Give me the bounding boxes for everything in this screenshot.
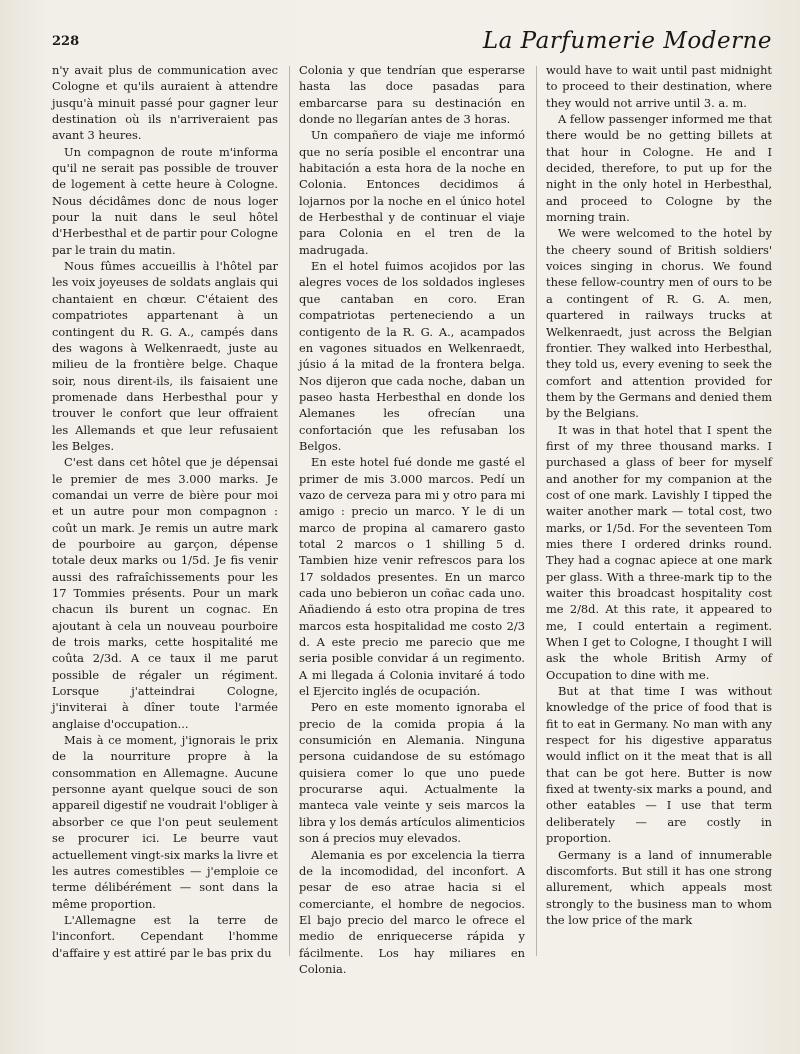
french-paragraph-5: Mais à ce moment, j'ignorais le prix de la nourriture propre à la consommation en Allemagne. Aucune personne ayant quelque souci de son appareil digestif ne voudrait l'obliger à absorber ce que l'on peut seulement se procurer ici. Le beurre vaut actuellement vingt-six marks la livre et les autres comestibles — j'emploie ce terme délibérément — sont dans la même proportion. [52,733,278,911]
english-column [546,62,772,928]
french-paragraph-3: Nous fûmes accueillis à l'hôtel par les voix joyeuses de soldats anglais qui chantaient en chœur. C'étaient des compatriotes appartenant à un contingent du R. G. A., campés dans des wagons à Welkenraedt, juste au milieu de la frontière belge. Chaque soir, nous dirent-ils, ils faisaient une promenade dans Herbesthal pour y trouver le confort que leur offraient les Allemands et que leur refusaient les Belges. [52,259,278,453]
english-paragraph-3: We were welcomed to the hotel by the cheery sound of British soldiers' voices singing in chorus. We found these fellow-country men of ours to be a contingent of R. G. A. men, quartered in railways trucks at Welkenraedt, just across the Belgian frontier. They walked into Herbesthal, they told us, every evening to seek the comfort and attention provided for them by the Germans and denied them by the Belgians. [546,226,772,421]
french-paragraph-2: Un compagnon de route m'informa qu'il ne serait pas possible de trouver de logement à cette heure à Cologne. Nous décidâmes donc de nous loger pour la nuit dans le seul hôtel d'Herbesthal et de partir pour Cologne par le train du matin. [52,144,278,257]
page-header [52,30,772,58]
spanish-paragraph-6: Alemania es por excelencia la tierra de la incomodidad, del inconfort. A pesar de eso atrae hacia si el comerciante, el hombre de negocios. El bajo precio del marco le ofrece el medio de enriquecerse rápida y fácilmente. Los hay miliares en Colonia. [299,847,525,976]
french-paragraph-4: C'est dans cet hôtel que je dépensai le premier de mes 3.000 marks. Je comandai un verre de bière pour moi et un autre pour mon compagnon : coût un mark. Je remis un autre mark de pourboire au garçon, dépense totale deux marks ou 1/5d. Je fis venir aussi des rafraîchissements pour les 17 Tommies présents. Pour un mark chacun ils burent un cognac. En ajoutant à cela un nouveau pourboire de trois marks, cette hospitalité me coûta 2/3d. A ce taux il me parut possible de régaler un régiment. Lorsque j'atteindrai Cologne, j'inviterai à dîner toute l'armée anglaise d'occupation... [52,455,278,731]
french-paragraph-6: L'Allemagne est la terre de l'inconfort. Cependant l'homme d'affaire y est attiré par le bas prix du [52,912,278,960]
spanish-column [299,62,525,977]
spanish-paragraph-3: En el hotel fuimos acojidos por las alegres voces de los soldados ingleses que cantaban en coro. Eran compatriotas perteneciendo a un contigento de la R. G. A., acampados en vagones situados en Welkenraedt, júsio á la mitad de la frontera belga. Nos dijeron que cada noche, daban un paseo hasta Herbesthal en donde los Alemanes les ofrecían una confortación que les refusaban los Belgos. [299,259,525,453]
spanish-paragraph-1: Colonia y que tendrían que esperarse hasta las doce pasadas para embarcarse para su destinación en donde no llegarían antes de 3 horas. [299,63,525,127]
column-divider [289,66,290,956]
text-columns [52,62,777,976]
spanish-paragraph-4: En este hotel fué donde me gasté el primer de mis 3.000 marcos. Pedí un vazo de cerveza para mi y otro para mi amigo : precio un marco. Y le di un marco de propina al camarero gasto total 2 marcos o 1 shilling 5 d. Tambien hize venir refrescos para los 17 soldados presentes. En un marco cada uno bebieron un coñac cada uno. Añadiendo á esto otra propina de tres marcos esta hospitalidad me costo 2/3 d. A este precio me parecio que me seria posible convidar á un regimento. A mi llegada á Colonia invitaré á todo el Ejercito inglés de ocupación. [299,455,525,699]
page-number: 228 [52,34,80,49]
french-column [52,62,278,961]
english-paragraph-4: It was in that hotel that I spent the first of my three thousand marks. I purchased a glass of beer for myself and another for my companion at the cost of one mark. Lavishly I tipped the waiter another mark — total cost, two marks, or 1/5d. For the seventeen Tom mies there I ordered drinks round. They had a cognac apiece at one mark per glass. With a three-mark tip to the waiter this broadcast hospitality cost me 2/8d. At this rate, it appeared to me, I could entertain a regiment. When I get to Cologne, I thought I will ask the whole British Army of Occupation to dine with me. [546,422,772,682]
spanish-paragraph-5: Pero en este momento ignoraba el precio de la comida propia á la consumición en Alemania. Ninguna persona cuidandose de su estómago quisiera comer lo que uno puede procurarse aqui. Actualmente la manteca vale veinte y seis marcos la libra y los demás artículos alimenticios son á precios muy elevados. [299,700,525,846]
spanish-paragraph-2: Un compañero de viaje me informó que no sería posible el encontrar una habitación a esta hora de la noche en Colonia. Entonces decidimos á lojarnos por la noche en el único hotel de Herbesthal y de continuar el viaje para Colonia en el tren de la madrugada. [299,128,525,257]
english-paragraph-2: A fellow passenger informed me that there would be no getting billets at that hour in Cologne. He and I decided, therefore, to put up for the night in the only hotel in Herbesthal, and proceed to Cologne by the morning train. [546,112,772,225]
masthead-title: La Parfumerie Moderne [482,28,772,54]
english-paragraph-1: would have to wait until past midnight to proceed to their destination, where they would not arrive until 3. a. m. [546,63,772,110]
column-divider [536,66,537,956]
english-paragraph-6: Germany is a land of innumerable discomforts. But still it has one strong allurement, which appeals most strongly to the business man to whom the low price of the mark [546,847,772,927]
french-paragraph-1: n'y avait plus de communication avec Cologne et qu'ils auraient à attendre jusqu'à minuit passé pour gagner leur destination où ils n'arriveraient pas avant 3 heures. [52,63,278,143]
english-paragraph-5: But at that time I was without knowledge of the price of food that is fit to eat in Germany. No man with any respect for his digestive apparatus would inflict on it the meat that is all that can be got here. Butter is now fixed at twenty-six marks a pound, and other eatables — I use that term deliberately — are costly in proportion. [546,684,772,846]
